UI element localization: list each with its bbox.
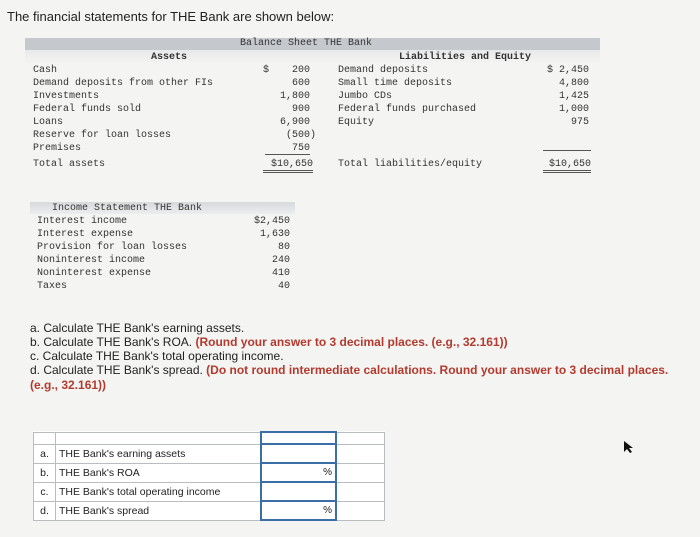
liability-value: 1,000	[558, 104, 589, 115]
asset-label: Loans	[33, 117, 64, 128]
asset-value: 1,800	[279, 91, 310, 102]
asset-value: 600	[291, 78, 310, 89]
asset-label: Investments	[33, 91, 100, 102]
answer-key: d.	[34, 501, 56, 520]
question-b-instruction: (Round your answer to 3 decimal places. (e.g., 32.161))	[195, 335, 508, 349]
question-c: c. Calculate THE Bank's total operating income.	[30, 349, 284, 363]
asset-label: Reserve for loan losses	[33, 130, 172, 141]
liability-label: Demand deposits	[338, 65, 429, 76]
intro-text: The financial statements for THE Bank are shown below:	[7, 9, 335, 24]
spread-input[interactable]	[261, 501, 336, 520]
answer-row-b	[34, 463, 385, 482]
answer-label: THE Bank's spread	[56, 501, 262, 520]
answer-key: c.	[34, 482, 56, 501]
income-statement	[30, 202, 295, 294]
mouse-cursor-icon	[622, 440, 636, 454]
answer-key: b.	[34, 463, 56, 482]
total-assets-value: $10,650	[263, 159, 313, 173]
income-value: $2,450	[253, 216, 290, 227]
percent-unit: %	[323, 467, 332, 478]
answer-label: THE Bank's total operating income	[56, 482, 262, 501]
income-label: Noninterest expense	[37, 268, 152, 279]
cash-dollar-sign: $	[263, 65, 270, 76]
question-b	[30, 335, 508, 349]
answer-spacer-cell	[336, 444, 385, 463]
asset-value: 900	[291, 104, 310, 115]
earning-assets-input[interactable]	[261, 444, 336, 463]
operating-income-input[interactable]	[261, 482, 336, 501]
liability-value: 1,425	[558, 91, 589, 102]
total-liabilities-label: Total liabilities/equity	[338, 159, 483, 170]
income-label: Interest income	[37, 216, 128, 227]
question-d-example: (e.g., 32.161))	[30, 378, 107, 392]
balance-sheet	[25, 38, 600, 176]
income-label: Interest expense	[37, 229, 134, 240]
liability-label: Jumbo CDs	[338, 91, 393, 102]
liabilities-header: Liabilities and Equity	[399, 52, 532, 63]
total-assets-label: Total assets	[33, 159, 106, 170]
answer-row-header	[34, 432, 385, 444]
income-value: 240	[271, 255, 290, 266]
answer-spacer-cell	[336, 432, 385, 444]
income-label: Noninterest income	[37, 255, 146, 266]
balance-sheet-header	[25, 38, 600, 50]
liability-label: Equity	[338, 117, 375, 128]
answer-input-header	[261, 432, 336, 444]
roa-input[interactable]	[261, 463, 336, 482]
assets-header: Assets	[151, 52, 188, 63]
answer-spacer-cell	[336, 463, 385, 482]
liability-value: $ 2,450	[546, 65, 589, 76]
question-d-text: d. Calculate THE Bank's spread.	[30, 363, 203, 377]
income-statement-title: Income Statement THE Bank	[52, 203, 203, 214]
answer-label-cell	[56, 432, 262, 444]
asset-value: (500)	[285, 130, 316, 141]
asset-label: Premises	[33, 143, 82, 154]
income-value: 410	[271, 268, 290, 279]
income-label: Taxes	[37, 281, 68, 292]
answer-spacer-cell	[336, 501, 385, 520]
asset-value: 200	[291, 65, 310, 76]
question-d-instruction: (Do not round intermediate calculations. Round your answer to 3 decimal places.	[206, 363, 669, 377]
income-value: 80	[277, 242, 290, 253]
answer-row-d	[34, 501, 385, 520]
answer-row-c	[34, 482, 385, 501]
asset-label: Cash	[33, 65, 58, 76]
total-liabilities-rule	[543, 150, 591, 151]
asset-value: 6,900	[279, 117, 310, 128]
question-d-instruction-cont	[30, 378, 106, 392]
liability-value: 975	[570, 117, 589, 128]
question-d	[30, 363, 668, 377]
answer-key-cell	[34, 432, 56, 444]
income-value: 1,630	[259, 229, 290, 240]
percent-unit: %	[323, 505, 332, 516]
question-b-text: b. Calculate THE Bank's ROA.	[30, 335, 193, 349]
total-liabilities-value: $10,650	[543, 159, 591, 173]
asset-label: Demand deposits from other FIs	[33, 78, 214, 89]
answer-spacer-cell	[336, 482, 385, 501]
income-value: 40	[277, 281, 290, 292]
answer-label: THE Bank's ROA	[56, 463, 262, 482]
answer-label: THE Bank's earning assets	[56, 444, 262, 463]
balance-sheet-title: Balance Sheet THE Bank	[240, 38, 373, 49]
answer-key: a.	[34, 444, 56, 463]
question-a: a. Calculate THE Bank's earning assets.	[30, 321, 245, 335]
liability-value: 4,800	[558, 78, 589, 89]
answer-row-a	[34, 444, 385, 463]
liability-label: Federal funds purchased	[338, 104, 477, 115]
asset-value: 750	[265, 143, 310, 155]
liability-label: Small time deposits	[338, 78, 453, 89]
answer-table	[33, 431, 385, 521]
income-label: Provision for loan losses	[37, 242, 188, 253]
asset-label: Federal funds sold	[33, 104, 142, 115]
